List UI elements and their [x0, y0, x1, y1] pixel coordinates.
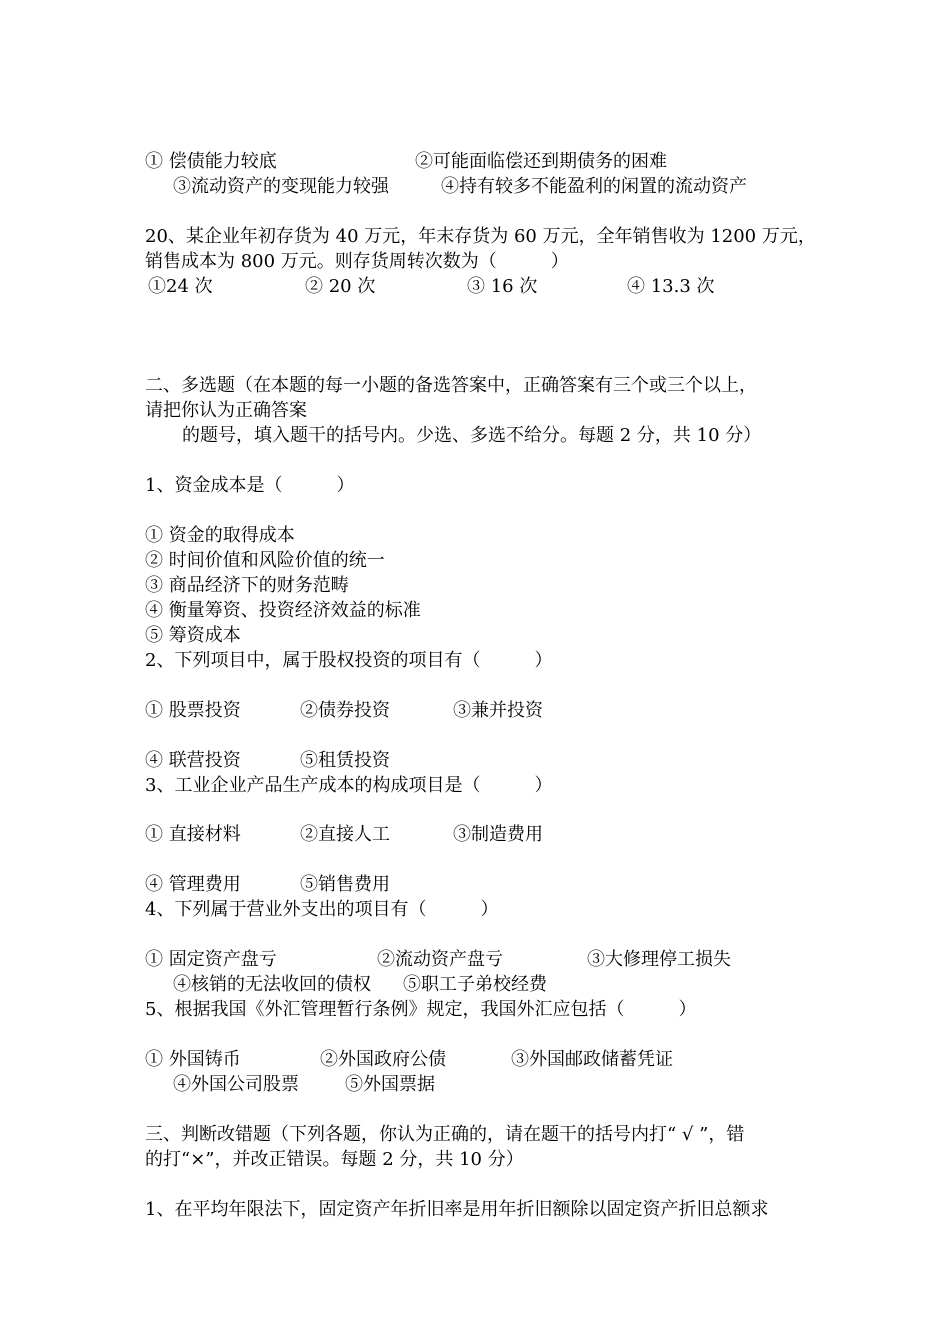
mq2-option-4: ④ 联营投资	[145, 750, 241, 771]
q20-stem-line-1: 20、某企业年初存货为 40 万元，年末存货为 60 万元，全年销售收为 1200 万元，	[145, 226, 816, 247]
mq1-option-4: ④ 衡量筹资、投资经济效益的标准	[145, 600, 421, 621]
q19-option-3: ③流动资产的变现能力较强	[173, 176, 389, 197]
mq1-option-1: ① 资金的取得成本	[145, 525, 295, 546]
mq5-stem: 5、根据我国《外汇管理暂行条例》规定，我国外汇应包括（ ）	[145, 999, 697, 1020]
mq2-option-3: ③兼并投资	[453, 700, 543, 721]
mq3-option-5: ⑤销售费用	[300, 874, 390, 895]
mq5-option-1: ① 外国铸币	[145, 1049, 241, 1070]
mq1-stem: 1、资金成本是（ ）	[145, 475, 355, 496]
mq3-stem: 3、工业企业产品生产成本的构成项目是（ ）	[145, 775, 553, 796]
section3-heading-line-2: 的打“×”，并改正错误。每题 2 分，共 10 分）	[145, 1149, 524, 1170]
mq4-options-row-2	[145, 972, 547, 997]
mq3-option-1: ① 直接材料	[145, 824, 241, 845]
mq4-option-2: ②流动资产盘亏	[377, 949, 503, 970]
q20-option-4: ④ 13.3 次	[627, 276, 715, 297]
section2-heading-line-2: 请把你认为正确答案	[145, 400, 307, 421]
section2-heading-line-3: 的题号，填入题干的括号内。少选、多选不给分。每题 2 分，共 10 分）	[182, 425, 762, 446]
mq5-option-2: ②外国政府公债	[320, 1049, 446, 1070]
mq3-options-row-1	[145, 822, 543, 847]
mq4-option-5: ⑤职工子弟校经费	[403, 974, 547, 995]
mq3-option-3: ③制造费用	[453, 824, 543, 845]
mq4-stem: 4、下列属于营业外支出的项目有（ ）	[145, 899, 499, 920]
mq4-option-4: ④核销的无法收回的债权	[173, 974, 371, 995]
q19-option-1: ① 偿债能力较底	[145, 151, 277, 172]
q19-options-row-1	[145, 149, 667, 174]
q19-option-2: ②可能面临偿还到期债务的困难	[415, 151, 667, 172]
section2-heading-line-1: 二、多选题（在本题的每一小题的备选答案中，正确答案有三个或三个以上，	[145, 375, 757, 396]
mq3-option-4: ④ 管理费用	[145, 874, 241, 895]
mq2-option-2: ②债券投资	[300, 700, 390, 721]
tq1-stem-line-1: 1、在平均年限法下，固定资产年折旧率是用年折旧额除以固定资产折旧总额求	[145, 1199, 769, 1220]
mq2-stem: 2、下列项目中，属于股权投资的项目有（ ）	[145, 650, 553, 671]
q19-options-row-2	[145, 174, 747, 199]
q20-option-2: ② 20 次	[305, 276, 376, 297]
mq4-options-row-1	[145, 947, 731, 972]
mq2-options-row-2	[145, 748, 390, 773]
mq1-option-3: ③ 商品经济下的财务范畴	[145, 575, 349, 596]
mq3-option-2: ②直接人工	[300, 824, 390, 845]
q20-option-3: ③ 16 次	[467, 276, 538, 297]
mq2-options-row-1	[145, 698, 543, 723]
q19-option-4: ④持有较多不能盈利的闲置的流动资产	[441, 176, 747, 197]
mq5-options-row-2	[145, 1072, 435, 1097]
mq5-option-4: ④外国公司股票	[173, 1074, 299, 1095]
mq2-option-5: ⑤租赁投资	[300, 750, 390, 771]
mq1-option-5: ⑤ 筹资成本	[145, 625, 241, 646]
mq3-options-row-2	[145, 872, 390, 897]
mq1-option-2: ② 时间价值和风险价值的统一	[145, 550, 385, 571]
q20-option-1: ①24 次	[148, 276, 213, 297]
q20-options-row	[145, 274, 715, 299]
section3-heading-line-1: 三、判断改错题（下列各题，你认为正确的，请在题干的括号内打“ √ ”，错	[145, 1124, 745, 1145]
q20-stem-line-2: 销售成本为 800 万元。则存货周转次数为（ ）	[145, 251, 569, 272]
mq4-option-3: ③大修理停工损失	[587, 949, 731, 970]
mq2-option-1: ① 股票投资	[145, 700, 241, 721]
mq5-option-5: ⑤外国票据	[345, 1074, 435, 1095]
mq5-option-3: ③外国邮政储蓄凭证	[511, 1049, 673, 1070]
mq4-option-1: ① 固定资产盘亏	[145, 949, 277, 970]
mq5-options-row-1	[145, 1047, 673, 1072]
